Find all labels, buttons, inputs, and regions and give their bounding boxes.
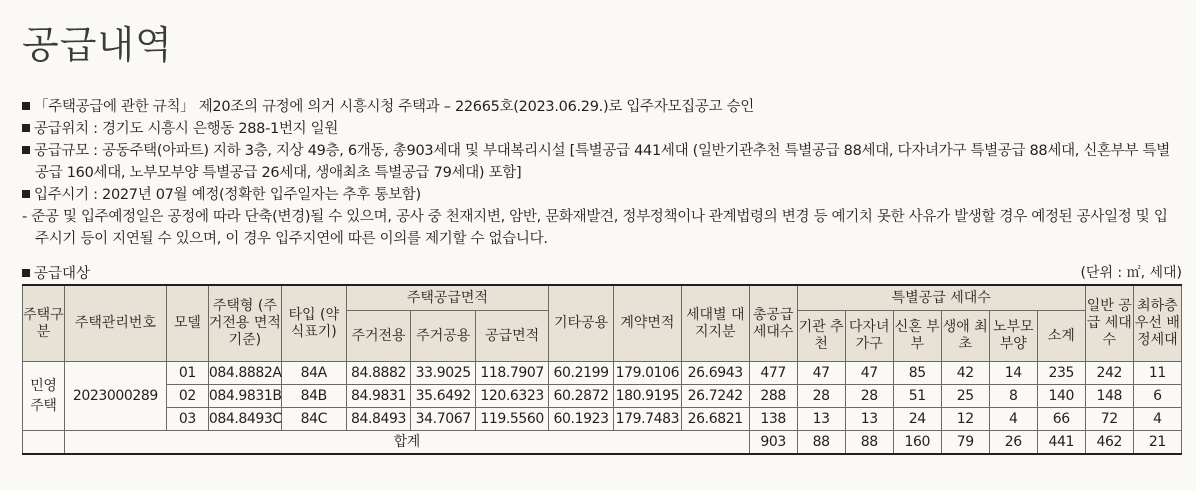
table-row: 02 084.9831B 84B 84.9831 35.6492 120.6323 60.2872 180.9195 26.7242 288 28 28 51 25 8 140 148 6 [23, 385, 1182, 408]
header-multi-child: 다자녀 가구 [845, 311, 893, 362]
header-first-life: 생애 최초 [941, 311, 989, 362]
bullet-square-icon [22, 102, 30, 110]
supply-table [22, 284, 1182, 455]
header-supply-area-sum: 공급면적 [476, 311, 549, 362]
table-row: 민영 주택 2023000289 01 084.8882A 84A 84.8882 33.9025 118.7907 60.2199 179.0106 26.6943 477 47 47 85 42 14 235 242 11 [23, 362, 1182, 385]
notice-scale: 공급규모 : 공동주택(아파트) 지하 3층, 지상 49층, 6개동, 총903세대 및 부대복리시설 [특별공급 441세대 (일반기관추천 특별공급 88세대, 다자녀가구 특별공급 88세대, 신혼부부 특별 [22, 140, 1182, 162]
header-newlywed: 신혼 부부 [893, 311, 941, 362]
notice-list [22, 96, 1182, 250]
bullet-square-icon [22, 124, 30, 132]
notice-approval: 「주택공급에 관한 규칙」 제20조의 규정에 의거 시흥시청 주택과 – 22665호(2023.06.29.)로 입주자모집공고 승인 [22, 96, 1182, 118]
header-house-category: 주택구분 [23, 285, 65, 362]
header-house-type: 주택형 (주거전용 면적기준) [208, 285, 281, 362]
header-institution: 기관 추천 [797, 311, 845, 362]
bullet-square-icon [22, 190, 30, 198]
notice-delay-cont: 주시기 등이 지연될 수 있으며, 이 경우 입주지연에 따른 이의를 제기할 수 없습니다. [35, 231, 548, 247]
header-other-common: 기타공용 [549, 285, 614, 362]
bullet-square-icon [22, 146, 30, 154]
header-elderly: 노부모 부양 [989, 311, 1037, 362]
total-row: 합계 903 88 88 160 79 26 441 462 21 [23, 431, 1182, 455]
total-label: 합계 [64, 431, 749, 455]
header-subtotal: 소계 [1037, 311, 1085, 362]
bullet-square-icon [22, 269, 30, 277]
header-special-supply: 특별공급 세대수 [797, 285, 1085, 311]
section-label: 공급대상 [22, 262, 90, 283]
header-general-supply: 일반 공급 세대수 [1085, 285, 1133, 362]
header-supply-area: 주택공급면적 [346, 285, 549, 311]
header-common-area: 주거공용 [411, 311, 476, 362]
header-exclusive-area: 주거전용 [346, 311, 411, 362]
header-land-share: 세대별 대지지분 [681, 285, 749, 362]
notice-movein: 입주시기 : 2027년 07월 예정(정확한 입주일자는 추후 통보함) [22, 184, 1182, 206]
management-no-cell: 2023000289 [64, 362, 166, 431]
header-type: 타입 (약식표기) [281, 285, 346, 362]
notice-delay: - 준공 및 입주예정일은 공정에 따라 단축(변경)될 수 있으며, 공사 중 천재지변, 암반, 문화재발견, 정부정책이나 관계법령의 변경 등 예기치 못한 사유가 발생할 경우 예정된 공사일정 및 입 [22, 209, 1168, 225]
notice-scale-cont: 공급 160세대, 노부모부양 특별공급 26세대, 생애최초 특별공급 79세대) 포함] [35, 165, 522, 181]
header-management-no: 주택관리번호 [64, 285, 166, 362]
header-total-households: 총공급 세대수 [749, 285, 797, 362]
header-model: 모델 [167, 285, 209, 362]
header-contract-area: 계약면적 [613, 285, 681, 362]
unit-label: (단위 : ㎡, 세대) [1080, 265, 1182, 281]
table-row: 03 084.8493C 84C 84.8493 34.7067 119.5560 60.1923 179.7483 26.6821 138 13 13 24 12 4 66 72 4 [23, 408, 1182, 431]
house-category-cell: 민영 주택 [23, 362, 65, 431]
page-title: 공급내역 [22, 23, 173, 67]
notice-location: 공급위치 : 경기도 시흥시 은행동 288-1번지 일원 [22, 118, 1182, 140]
header-lowest-floor: 최하층 우선 배정세대 [1133, 285, 1181, 362]
